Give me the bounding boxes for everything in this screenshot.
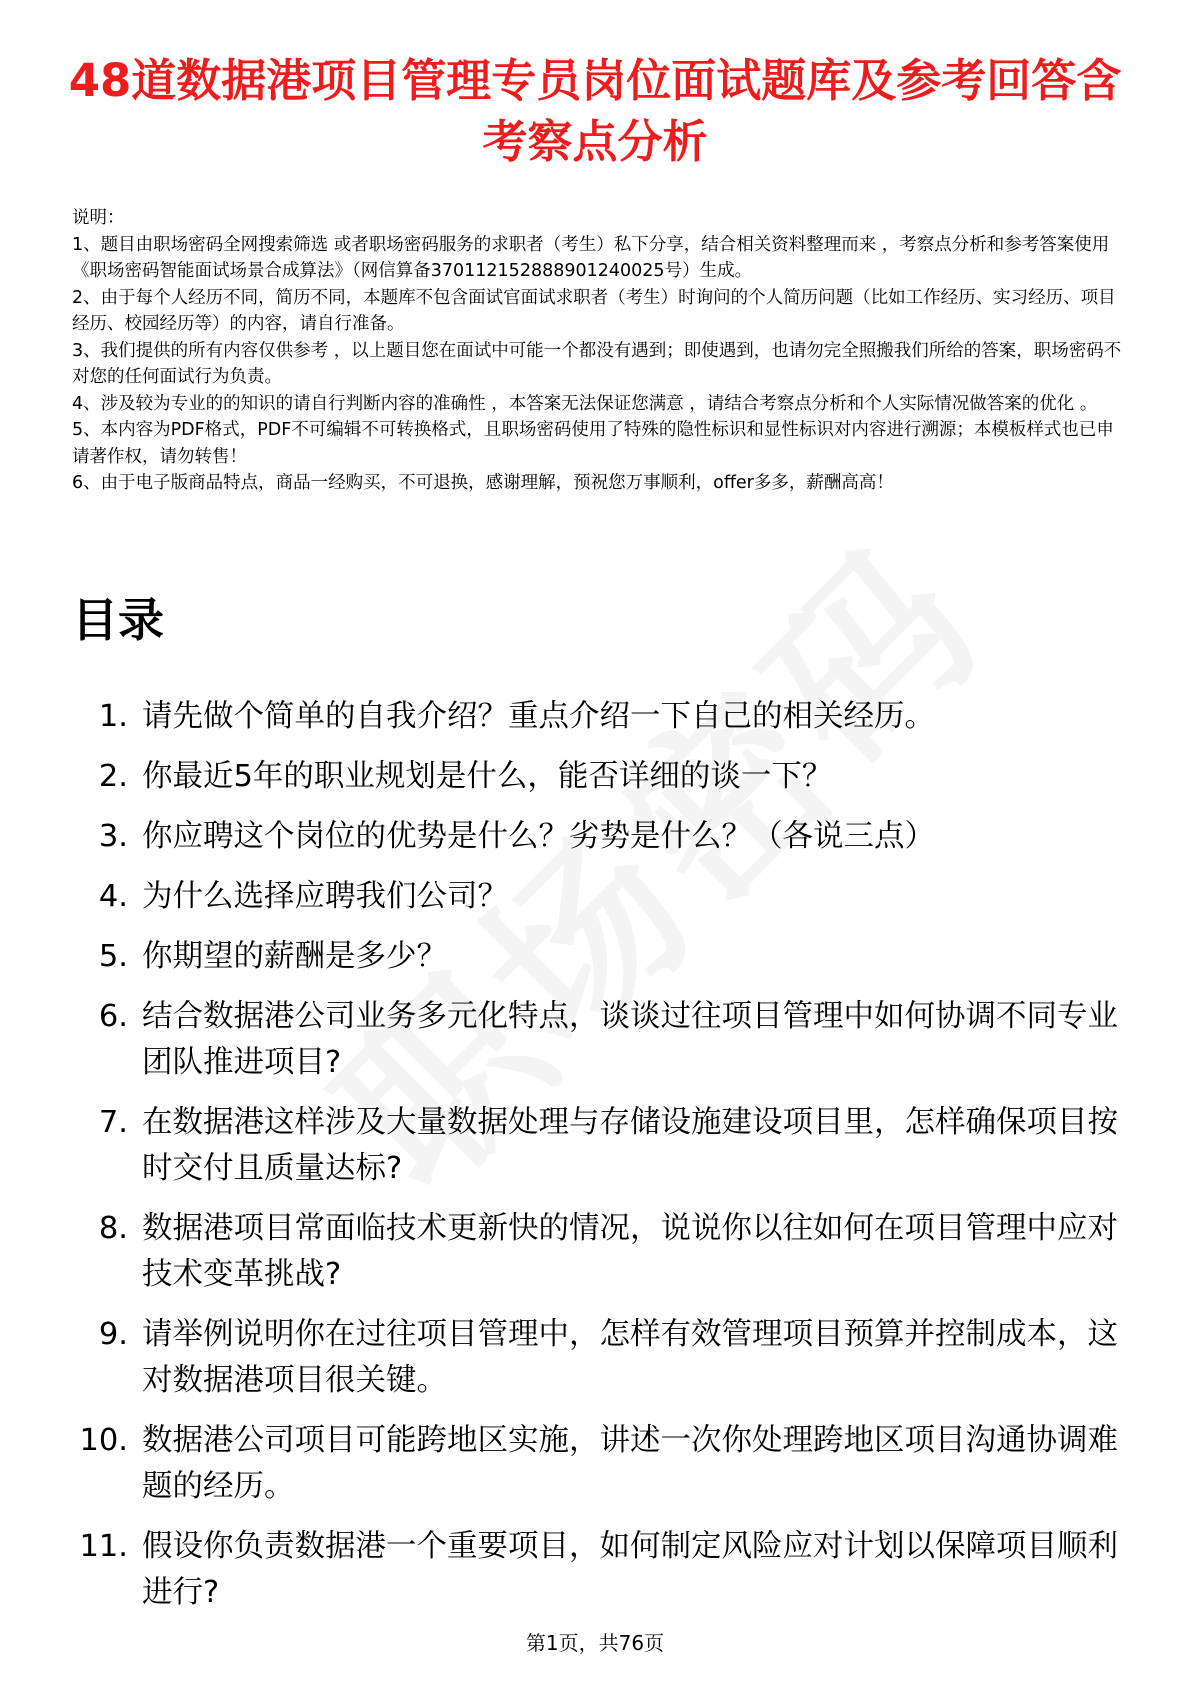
notes-section: [72, 205, 1122, 497]
note-item: 5、本内容为PDF格式，PDF不可编辑不可转换格式，且职场密码使用了特殊的隐性标识和显性标识对内容进行溯源；本模板样式也已申请著作权，请勿转售！: [72, 420, 1114, 467]
toc-item-number: 10.: [79, 1423, 128, 1458]
toc-item-text: 为什么选择应聘我们公司？: [142, 879, 508, 914]
note-item: 4、涉及较为专业的的知识的请自行判断内容的准确性 ，本答案无法保证您满意 ，请结合考察点分析和个人实际情况做答案的优化 。: [72, 393, 1098, 414]
toc-item[interactable]: [72, 1206, 1122, 1298]
toc-item-number: 6.: [98, 999, 128, 1034]
toc-item-number: 7.: [98, 1105, 128, 1140]
toc-item-number: 8.: [98, 1211, 128, 1246]
toc-item-text: 你期望的薪酬是多少？: [142, 939, 447, 974]
toc-item-text: 你最近5年的职业规划是什么，能否详细的谈一下？: [142, 759, 833, 794]
toc-item[interactable]: [72, 754, 1122, 800]
toc-item-number: 5.: [98, 939, 128, 974]
toc-item[interactable]: [72, 1100, 1122, 1192]
notes-label: 说明：: [72, 208, 125, 228]
toc-item-text: 你应聘这个岗位的优势是什么？劣势是什么？（各说三点）: [142, 819, 935, 854]
toc-list: [72, 694, 1122, 1630]
toc-item-text: 假设你负责数据港一个重要项目，如何制定风险应对计划以保障项目顺利进行?: [142, 1529, 1118, 1610]
toc-item[interactable]: [72, 1524, 1122, 1616]
toc-item[interactable]: [72, 1418, 1122, 1510]
toc-item-text: 数据港项目常面临技术更新快的情况，说说你以往如何在项目管理中应对技术变革挑战?: [142, 1211, 1118, 1292]
toc-item-number: 4.: [98, 879, 128, 914]
toc-item-text: 数据港公司项目可能跨地区实施，讲述一次你处理跨地区项目沟通协调难题的经历。: [142, 1423, 1118, 1504]
note-item: 1、题目由职场密码全网搜索筛选 或者职场密码服务的求职者（考生）私下分享，结合相关资料整理而来 ，考察点分析和参考答案使用《职场密码智能面试场景合成算法》（网信算备370112152888901240025号）生成。: [72, 234, 1110, 281]
page-footer: 第1页，共76页: [525, 1631, 665, 1655]
toc-item[interactable]: [72, 694, 1122, 740]
toc-item-number: 11.: [79, 1529, 128, 1564]
toc-item-number: 1.: [98, 699, 128, 734]
toc-item-text: 结合数据港公司业务多元化特点，谈谈过往项目管理中如何协调不同专业团队推进项目?: [142, 999, 1118, 1080]
toc-item[interactable]: [72, 994, 1122, 1086]
toc-item-number: 2.: [98, 759, 128, 794]
toc-item[interactable]: [72, 934, 1122, 980]
note-item: 2、由于每个人经历不同，简历不同，本题库不包含面试官面试求职者（考生）时询问的个人简历问题（比如工作经历、实习经历、项目经历、校园经历等）的内容，请自行准备。: [72, 287, 1116, 334]
toc-item[interactable]: [72, 874, 1122, 920]
toc-item[interactable]: [72, 814, 1122, 860]
toc-heading: 目录: [72, 593, 164, 647]
document-title: 48道数据港项目管理专员岗位面试题库及参考回答含考察点分析: [68, 54, 1122, 168]
toc-item-number: 3.: [98, 819, 128, 854]
toc-item-number: 9.: [98, 1317, 128, 1352]
toc-item-text: 请举例说明你在过往项目管理中，怎样有效管理项目预算并控制成本，这对数据港项目很关键。: [142, 1317, 1118, 1398]
toc-item-text: 请先做个简单的自我介绍？重点介绍一下自己的相关经历。: [142, 699, 935, 734]
toc-item-text: 在数据港这样涉及大量数据处理与存储设施建设项目里，怎样确保项目按时交付且质量达标?: [142, 1105, 1118, 1186]
note-item: 3、我们提供的所有内容仅供参考 ，以上题目您在面试中可能一个都没有遇到；即使遇到，也请勿完全照搬我们所给的答案，职场密码不对您的任何面试行为负责。: [72, 340, 1122, 387]
note-item: 6、由于电子版商品特点，商品一经购买，不可退换，感谢理解，预祝您万事顺利，offer多多，薪酬高高！: [72, 473, 894, 493]
toc-item[interactable]: [72, 1312, 1122, 1404]
